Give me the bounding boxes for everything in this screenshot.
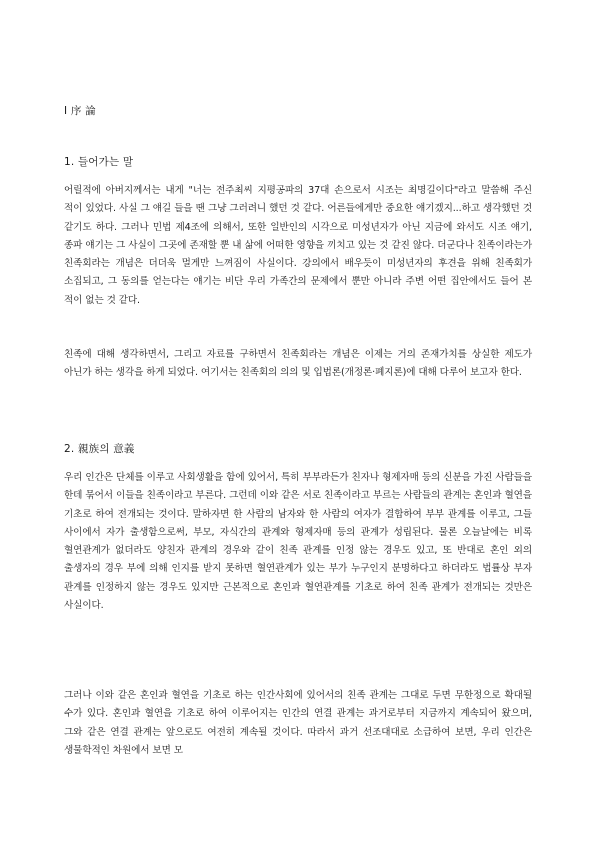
section-1-heading: 1. 들어가는 말 xyxy=(64,156,134,168)
main-heading: Ⅰ 序 論 xyxy=(64,105,96,117)
section-1-paragraph-2: 친족에 대해 생각하면서, 그리고 자료를 구하면서 친족회라는 개념은 이제는 거의 존재가치를 상실한 제도가 아닌가 하는 생각을 하게 되었다. 여기서는 친족회의 의의 및 입법론(개정론·폐지론)에 대해 다루어 보고자 한다. xyxy=(64,349,532,379)
section-2-paragraph-1: 우리 인간은 단체를 이루고 사회생활을 함에 있어서, 특히 부부라든가 친자나 형제자매 등의 신분을 가진 사람들을 한데 묶어서 이들을 친족이라고 부른다. 그런데 이와 같은 서로 친족이라고 부르는 사람들의 관계는 혼인과 혈연을 기초로 하여 전개되는 것이다. 말하자면 한 사람의 남자와 한 사람의 여자가 결합하여 부부 관계를 이루고, 그들 사이에서 자가 출생함으로써, 부모, 자식간의 관계와 형제자매 등의 관계가 성립된다. 물론 오늘날에는 비록 혈연관계가 없더라도 양친자 관계의 경우와 같이 친족 관계를 인정 않는 경우도 있고, 또 반대로 혼인 외의 출생자의 경우 부에 의해 인지를 받지 못하면 혈연관계가 있는 부가 누구인지 분명하다고 하더라도 법률상 부자 관계를 인정하지 않는 경우도 있지만 근본적으로 혼인과 혈연관계를 기초로 하여 친족 관계가 전개되는 것만은 사실이다. xyxy=(64,472,532,612)
section-1-paragraph-1: 어릴적에 아버지께서는 내게 "너는 전주최씨 지평공파의 37대 손으로서 시조는 최명길이다"라고 말씀해 주신 적이 있었다. 사실 그 얘길 들을 땐 그냥 그러려니 했던 것 같다. 어른들에게만 중요한 얘기겠지...하고 생각했던 것 같기도 하다. 그러나 민법 제4조에 의해서, 또한 일반인의 시각으로 미성년자가 아닌 지금에 와서도 시조 얘기, 종파 얘기는 그 사실이 그곳에 존재할 뿐 내 삶에 어떠한 영향을 끼치고 있는 것 같진 않다. 더군다나 친족이라는가 친족회라는 개념은 더더욱 멀게만 느껴짐이 사실이다. 강의에서 배우듯이 미성년자의 후견을 위해 친족회가 소집되고, 그 동의를 얻는다는 얘기는 비단 우리 가족간의 문제에서 뿐만 아니라 주변 어떤 집안에서도 들어 본 적이 없는 것 같다. xyxy=(64,185,532,306)
section-2-heading: 2. 親族의 意義 xyxy=(64,443,135,455)
section-2-paragraph-2: 그러나 이와 같은 혼인과 혈연을 기초로 하는 인간사회에 있어서의 친족 관계는 그대로 두면 무한정으로 확대될 수가 있다. 혼인과 혈연을 기초로 하여 이루어지는 인간의 연결 관계는 과거로부터 지금까지 계속되어 왔으며, 그와 같은 연결 관계는 앞으로도 여전히 계속될 것이다. 따라서 과거 선조대대로 소급하여 보면, 우리 인간은 생물학적인 차원에서 보면 모 xyxy=(64,690,532,756)
